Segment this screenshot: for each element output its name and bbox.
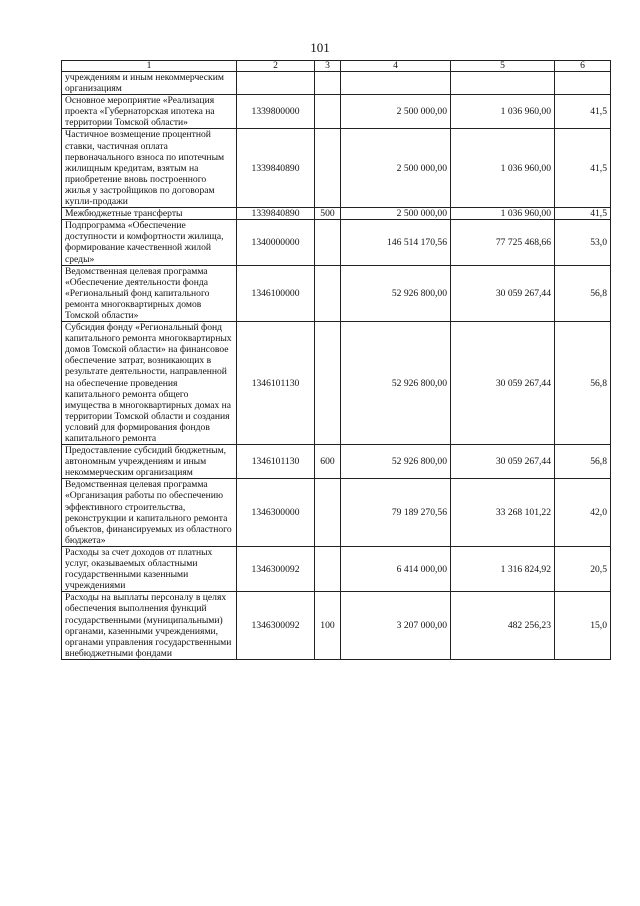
table-row	[62, 265, 611, 321]
row-name: Подпрограмма «Обеспечение доступности и комфортности жилища, формирование качественной жилой среды»	[62, 220, 237, 265]
execution-percent: 41,5	[555, 208, 611, 220]
plan-amount: 2 500 000,00	[341, 208, 451, 220]
execution-percent: 15,0	[555, 592, 611, 660]
plan-amount: 3 207 000,00	[341, 592, 451, 660]
table-row	[62, 445, 611, 479]
row-name: учреждениям и иным некоммерческим организациям	[62, 72, 237, 95]
target-code: 1346101130	[237, 445, 315, 479]
actual-amount: 77 725 468,66	[451, 220, 555, 265]
plan-amount: 79 189 270,56	[341, 479, 451, 547]
expense-type	[315, 129, 341, 208]
expense-type: 500	[315, 208, 341, 220]
actual-amount	[451, 72, 555, 95]
column-header: 5	[451, 61, 555, 72]
target-code: 1339840890	[237, 208, 315, 220]
table-row	[62, 592, 611, 660]
actual-amount: 30 059 267,44	[451, 265, 555, 321]
page-number: 101	[310, 40, 330, 55]
expense-type	[315, 322, 341, 445]
actual-amount: 33 268 101,22	[451, 479, 555, 547]
row-name: Межбюджетные трансферты	[62, 208, 237, 220]
table-row	[62, 72, 611, 95]
budget-table	[61, 60, 611, 660]
actual-amount: 30 059 267,44	[451, 445, 555, 479]
table-row	[62, 322, 611, 445]
execution-percent: 53,0	[555, 220, 611, 265]
expense-type: 100	[315, 592, 341, 660]
table-row	[62, 546, 611, 591]
expense-type	[315, 95, 341, 129]
expense-type	[315, 546, 341, 591]
row-name: Расходы за счет доходов от платных услуг, оказываемых областными государственными казенными учреждениями	[62, 546, 237, 591]
execution-percent: 42,0	[555, 479, 611, 547]
actual-amount: 1 036 960,00	[451, 95, 555, 129]
target-code: 1339840890	[237, 129, 315, 208]
column-header: 4	[341, 61, 451, 72]
execution-percent: 41,5	[555, 129, 611, 208]
execution-percent: 56,8	[555, 322, 611, 445]
target-code: 1346100000	[237, 265, 315, 321]
plan-amount: 52 926 800,00	[341, 322, 451, 445]
plan-amount: 6 414 000,00	[341, 546, 451, 591]
target-code: 1346300092	[237, 546, 315, 591]
column-header: 2	[237, 61, 315, 72]
expense-type	[315, 72, 341, 95]
target-code: 1340000000	[237, 220, 315, 265]
expense-type	[315, 265, 341, 321]
execution-percent: 56,8	[555, 445, 611, 479]
column-header: 3	[315, 61, 341, 72]
execution-percent: 56,8	[555, 265, 611, 321]
target-code: 1339800000	[237, 95, 315, 129]
execution-percent	[555, 72, 611, 95]
table-row	[62, 129, 611, 208]
row-name: Предоставление субсидий бюджетным, автономным учреждениям и иным некоммерческим организациям	[62, 445, 237, 479]
header-row	[62, 61, 611, 72]
expense-type	[315, 479, 341, 547]
plan-amount: 146 514 170,56	[341, 220, 451, 265]
table-row	[62, 95, 611, 129]
column-header: 6	[555, 61, 611, 72]
expense-type	[315, 220, 341, 265]
plan-amount: 2 500 000,00	[341, 95, 451, 129]
actual-amount: 482 256,23	[451, 592, 555, 660]
target-code: 1346101130	[237, 322, 315, 445]
table-row	[62, 220, 611, 265]
target-code	[237, 72, 315, 95]
plan-amount: 52 926 800,00	[341, 265, 451, 321]
row-name: Ведомственная целевая программа «Организация работы по обеспечению эффективного строительства, реконструкции и капитального ремонта объектов, финансируемых из областного бюджета»	[62, 479, 237, 547]
row-name: Расходы на выплаты персоналу в целях обеспечения выполнения функций государственными (муниципальными) органами, казенными учреждениями, органами управления государственными внебюджетными фондами	[62, 592, 237, 660]
actual-amount: 1 316 824,92	[451, 546, 555, 591]
execution-percent: 41,5	[555, 95, 611, 129]
target-code: 1346300000	[237, 479, 315, 547]
expense-type: 600	[315, 445, 341, 479]
table-row	[62, 208, 611, 220]
execution-percent: 20,5	[555, 546, 611, 591]
row-name: Основное мероприятие «Реализация проекта «Губернаторская ипотека на территории Томской области»	[62, 95, 237, 129]
plan-amount: 2 500 000,00	[341, 129, 451, 208]
actual-amount: 1 036 960,00	[451, 129, 555, 208]
actual-amount: 1 036 960,00	[451, 208, 555, 220]
row-name: Ведомственная целевая программа «Обеспечение деятельности фонда «Региональный фонд капитального ремонта многоквартирных домов Томской области»	[62, 265, 237, 321]
table-row	[62, 479, 611, 547]
plan-amount: 52 926 800,00	[341, 445, 451, 479]
column-header: 1	[62, 61, 237, 72]
row-name: Субсидия фонду «Региональный фонд капитального ремонта многоквартирных домов Томской области» на финансовое обеспечение затрат, возникающих в результате деятельности, направленной на обеспечение проведения капитального ремонта общего имущества в многоквартирных домах на территории Томской области и создания условий для формирования фондов капитального ремонта	[62, 322, 237, 445]
target-code: 1346300092	[237, 592, 315, 660]
plan-amount	[341, 72, 451, 95]
actual-amount: 30 059 267,44	[451, 322, 555, 445]
row-name: Частичное возмещение процентной ставки, частичная оплата первоначального взноса по ипотечным жилищным кредитам, взятым на приобретение вновь построенного жилья у застройщиков по договорам купли-продажи	[62, 129, 237, 208]
